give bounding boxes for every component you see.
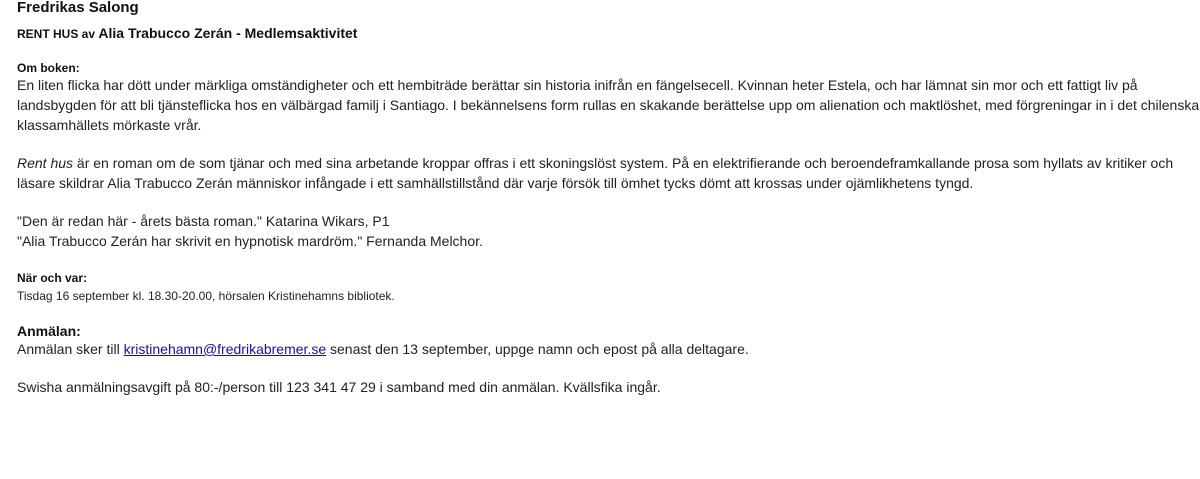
quotes bbox=[17, 211, 1200, 251]
when-heading: När och var: bbox=[17, 271, 88, 285]
quote-2: "Alia Trabucco Zerán har skrivit en hypnotisk mardröm." Fernanda Melchor. bbox=[17, 233, 483, 249]
event-subtitle bbox=[17, 26, 1200, 41]
signup-heading: Anmälan: bbox=[17, 323, 81, 339]
quote-1: "Den är redan här - årets bästa roman." Katarina Wikars, P1 bbox=[17, 213, 390, 229]
subtitle-author: Alia Trabucco Zerán - Medlemsaktivitet bbox=[98, 25, 358, 41]
when-text: Tisdag 16 september kl. 18.30-20.00, hörsalen Kristinehamns bibliotek. bbox=[17, 289, 395, 303]
about-heading: Om boken: bbox=[17, 61, 80, 75]
payment-text: Swisha anmälningsavgift på 80:-/person till 123 341 47 29 i samband med din anmälan. Kvällsfika ingår. bbox=[17, 379, 661, 395]
page-title: Fredrikas Salong bbox=[17, 0, 139, 16]
signup-email-link[interactable]: kristinehamn@fredrikabremer.se bbox=[123, 341, 327, 357]
about-paragraph-1: En liten flicka har dött under märkliga omständigheter och ett hembiträde berättar sin historia inifrån en fängelsecell. Kvinnan heter Estela, och har lämnat sin mor och ett fattigt liv på landsbygden för att bli tjänsteflicka hos en välbärgad familj i Santiago. I bekännelsens form rullas en skakande berättelse upp om alienation och maktlöshet, med förgreningar in i det chilenska klassamhällets mörkaste vrår. bbox=[17, 77, 1200, 133]
signup-text bbox=[17, 339, 1200, 359]
book-title-italic: Rent hus bbox=[17, 155, 74, 171]
subtitle-prefix: RENT HUS av bbox=[17, 27, 96, 41]
about-paragraph-2 bbox=[17, 153, 1200, 193]
about-paragraph-2-text: är en roman om de som tjänar och med sina arbetande kroppar offras i ett skoningslöst system. På en elektrifierande och beroendeframkallande prosa som hyllats av kritiker och läsare skildrar Alia Trabucco Zerán människor infångade i ett samhällstillstånd där varje försök till ömhet tycks dömt att krossas under ojämlikhetens tyngd. bbox=[17, 155, 1174, 191]
signup-text-after: senast den 13 september, uppge namn och epost på alla deltagare. bbox=[326, 341, 749, 357]
signup-text-before: Anmälan sker till bbox=[17, 341, 124, 357]
